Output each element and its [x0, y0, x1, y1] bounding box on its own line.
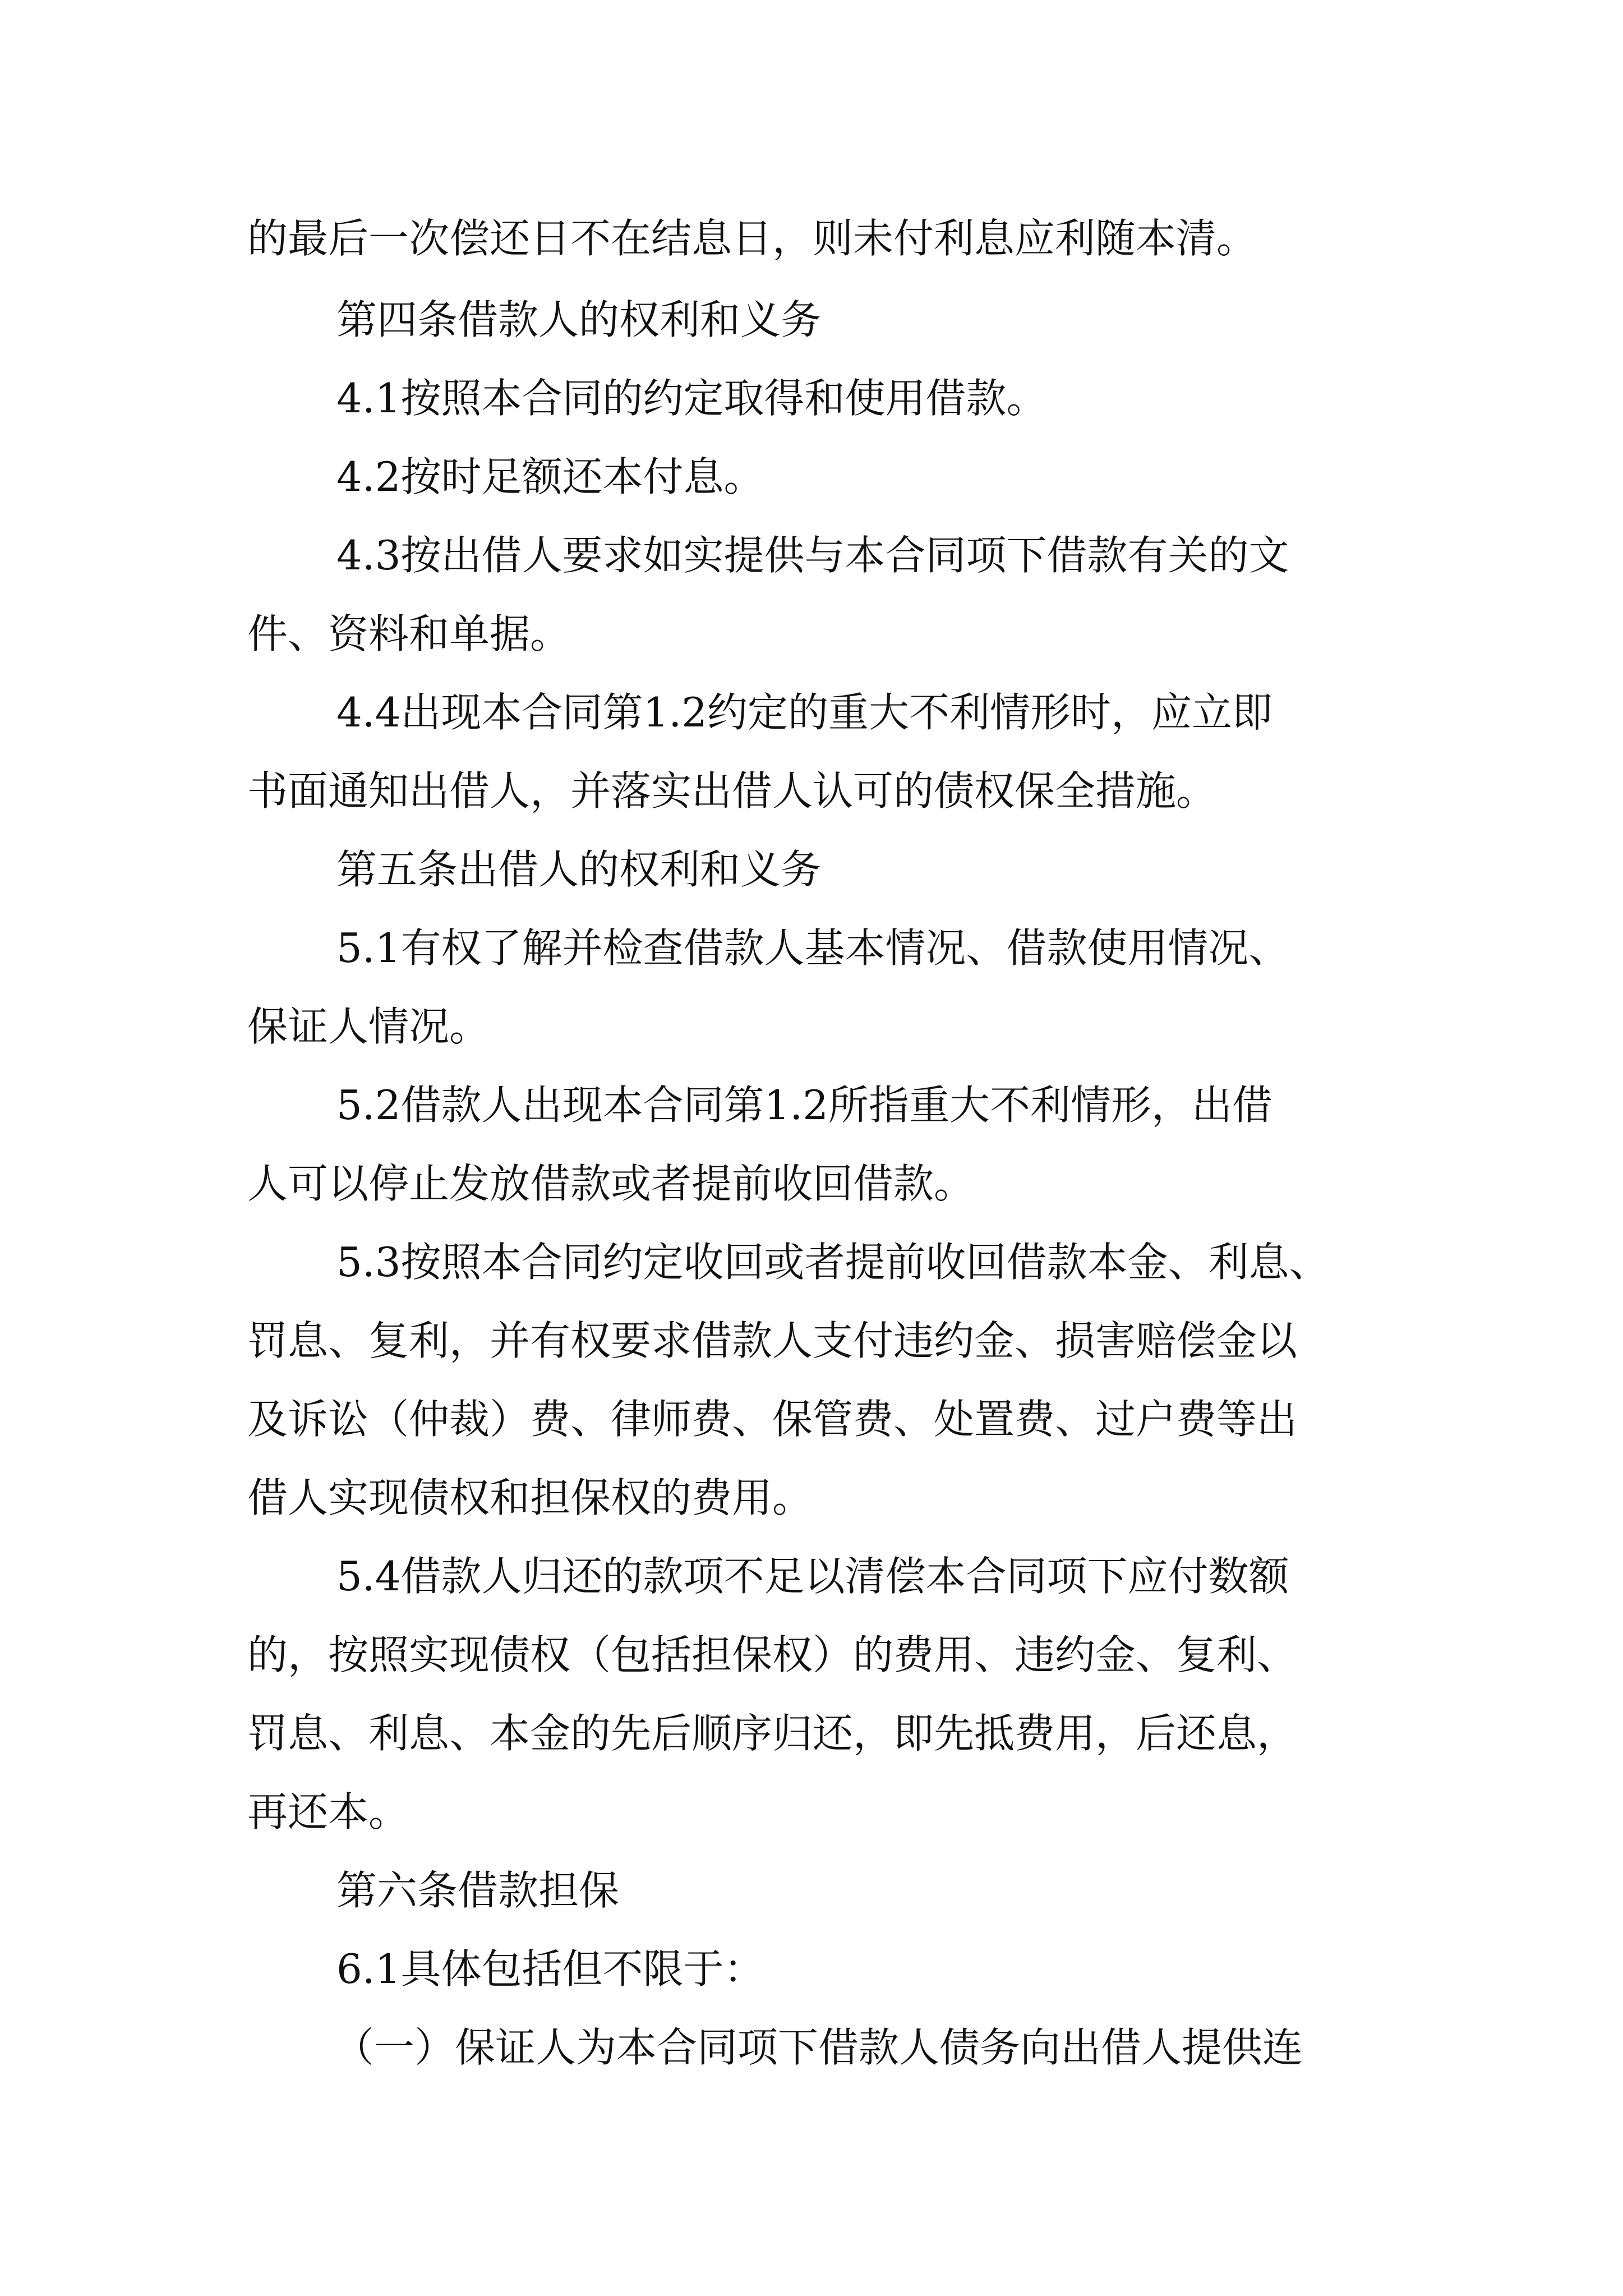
clause-5-2: 5.2借款人出现本合同第1.2所指重大不利情形，出借 — [336, 1082, 1273, 1129]
text-line: 罚息、利息、本金的先后顺序归还，即先抵费用，后还息， — [247, 1710, 1298, 1757]
clause-5-1: 5.1有权了解并检查借款人基本情况、借款使用情况、 — [336, 924, 1289, 972]
text-line: 书面通知出借人，并落实出借人认可的债权保全措施。 — [247, 767, 1217, 815]
clause-4-4: 4.4出现本合同第1.2约定的重大不利情形时，应立即 — [336, 689, 1273, 736]
text-line: 借人实现债权和担保权的费用。 — [247, 1474, 813, 1521]
clause-5-4: 5.4借款人归还的款项不足以清偿本合同项下应付数额 — [336, 1553, 1289, 1600]
text-line: 及诉讼（仲裁）费、律师费、保管费、处置费、过户费等出 — [247, 1396, 1298, 1443]
clause-4-1: 4.1按照本合同的约定取得和使用借款。 — [336, 375, 1047, 422]
clause-4-2: 4.2按时足额还本付息。 — [336, 453, 764, 500]
clause-4-3: 4.3按出借人要求如实提供与本合同项下借款有关的文 — [336, 532, 1289, 579]
article-heading: 第五条出借人的权利和义务 — [336, 846, 822, 893]
text-line: 罚息、复利，并有权要求借款人支付违约金、损害赔偿金以 — [247, 1317, 1298, 1364]
text-line: 人可以停止发放借款或者提前收回借款。 — [247, 1160, 975, 1207]
text-line: 保证人情况。 — [247, 1003, 490, 1050]
article-heading: 第四条借款人的权利和义务 — [336, 296, 822, 343]
text-line: 再还本。 — [247, 1788, 409, 1835]
text-line: 的，按照实现债权（包括担保权）的费用、违约金、复利、 — [247, 1631, 1298, 1678]
clause-5-3: 5.3按照本合同约定收回或者提前收回借款本金、利息、 — [336, 1239, 1330, 1286]
sub-clause-1: （一）保证人为本合同项下借款人债务向出借人提供连 — [334, 2024, 1303, 2071]
text-line: 的最后一次偿还日不在结息日，则未付利息应利随本清。 — [247, 215, 1257, 262]
text-line: 件、资料和单据。 — [247, 610, 571, 657]
article-heading: 第六条借款担保 — [336, 1867, 620, 1914]
clause-6-1: 6.1具体包括但不限于： — [336, 1945, 764, 1993]
